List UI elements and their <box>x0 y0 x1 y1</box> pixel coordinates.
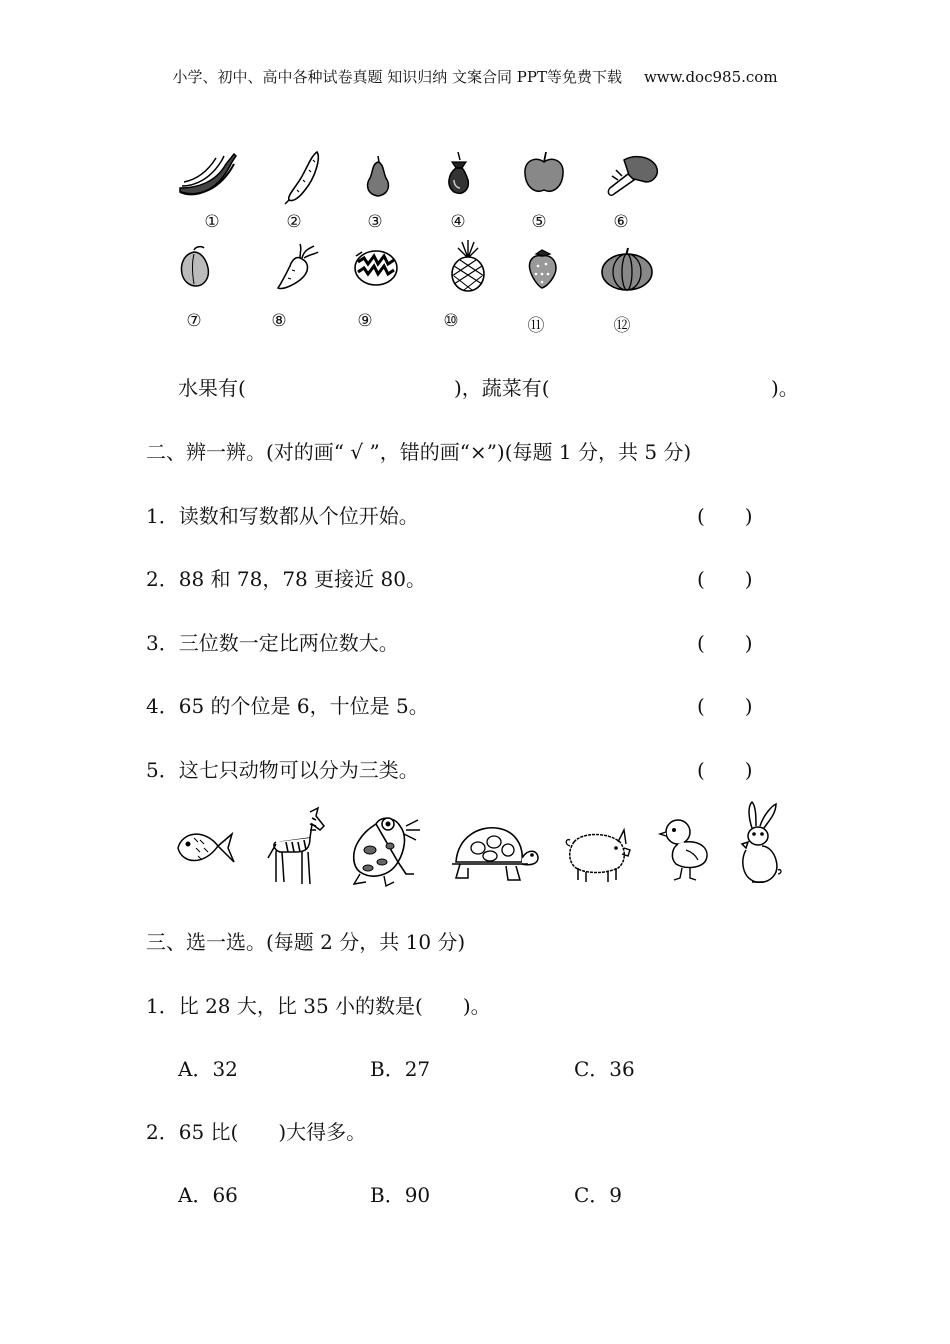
judge-answer-4[interactable]: ( ) <box>697 694 753 718</box>
banana-icon <box>176 152 240 202</box>
section-3-title: 三、选一选。(每题 2 分，共 10 分) <box>146 930 466 954</box>
produce-number-2: ② <box>286 212 302 232</box>
fruit-answer-blank[interactable] <box>252 371 452 395</box>
line-end: )。 <box>771 376 799 400</box>
pig-icon <box>564 822 632 884</box>
produce-number-5: ⑤ <box>531 212 547 232</box>
pumpkin-icon <box>600 246 654 292</box>
eggplant-icon <box>444 150 474 198</box>
judge-question-5: 5．这七只动物可以分为三类。 <box>146 758 419 782</box>
choice-1-option-a[interactable]: A．32 <box>178 1057 238 1081</box>
peach-icon <box>178 244 212 288</box>
header-site: www.doc985.com <box>643 68 778 86</box>
judge-answer-3[interactable]: ( ) <box>697 631 753 655</box>
produce-number-12: ⑫ <box>613 316 631 336</box>
rabbit-icon <box>734 800 784 886</box>
produce-number-4: ④ <box>450 212 466 232</box>
section-2-title: 二、辨一辨。(对的画“ √ ”，错的画“×”)(每题 1 分，共 5 分) <box>146 440 692 464</box>
choice-question-2: 2．65 比( )大得多。 <box>146 1120 367 1144</box>
judge-question-3: 3．三位数一定比两位数大。 <box>146 631 399 655</box>
produce-number-9: ⑨ <box>357 311 373 331</box>
frog-icon <box>350 812 426 888</box>
produce-number-3: ③ <box>367 212 383 232</box>
judge-answer-5[interactable]: ( ) <box>697 758 753 782</box>
produce-number-1: ① <box>204 212 220 232</box>
judge-answer-2[interactable]: ( ) <box>697 567 753 591</box>
turtle-icon <box>450 822 540 884</box>
judge-question-2: 2．88 和 78，78 更接近 80。 <box>146 567 426 591</box>
fish-icon <box>174 822 236 874</box>
produce-number-6: ⑥ <box>613 212 629 232</box>
radish-icon <box>276 244 320 290</box>
judge-answer-1[interactable]: ( ) <box>697 504 753 528</box>
apple-icon <box>522 150 566 196</box>
cucumber-icon <box>283 148 323 204</box>
choice-1-option-b[interactable]: B．27 <box>370 1057 431 1081</box>
pineapple-icon <box>446 240 490 292</box>
choice-question-1: 1．比 28 大，比 35 小的数是( )。 <box>146 994 491 1018</box>
zebra-icon <box>266 808 328 888</box>
judge-question-4: 4．65 的个位是 6，十位是 5。 <box>146 694 429 718</box>
chick-icon <box>658 816 712 882</box>
produce-number-10: ⑩ <box>443 311 459 331</box>
choice-2-option-b[interactable]: B．90 <box>370 1183 431 1207</box>
produce-number-8: ⑧ <box>271 311 287 331</box>
produce-number-11: ⑪ <box>527 316 545 336</box>
fruit-label: 水果有( <box>178 376 246 400</box>
pear-icon <box>364 152 392 198</box>
strawberry-icon <box>526 246 560 290</box>
cabbage-icon <box>604 154 660 200</box>
judge-question-1: 1．读数和写数都从个位开始。 <box>146 504 419 528</box>
page-header <box>0 66 950 87</box>
vegetable-answer-blank[interactable] <box>558 371 770 395</box>
header-text: 小学、初中、高中各种试卷真题 知识归纳 文案合同 PPT等免费下载 <box>172 68 622 86</box>
watermelon-icon <box>352 248 400 288</box>
choice-2-option-c[interactable]: C．9 <box>574 1183 623 1207</box>
vegetable-label: )，蔬菜有( <box>454 376 550 400</box>
choice-1-option-c[interactable]: C．36 <box>574 1057 635 1081</box>
choice-2-option-a[interactable]: A．66 <box>178 1183 238 1207</box>
produce-number-7: ⑦ <box>186 311 202 331</box>
